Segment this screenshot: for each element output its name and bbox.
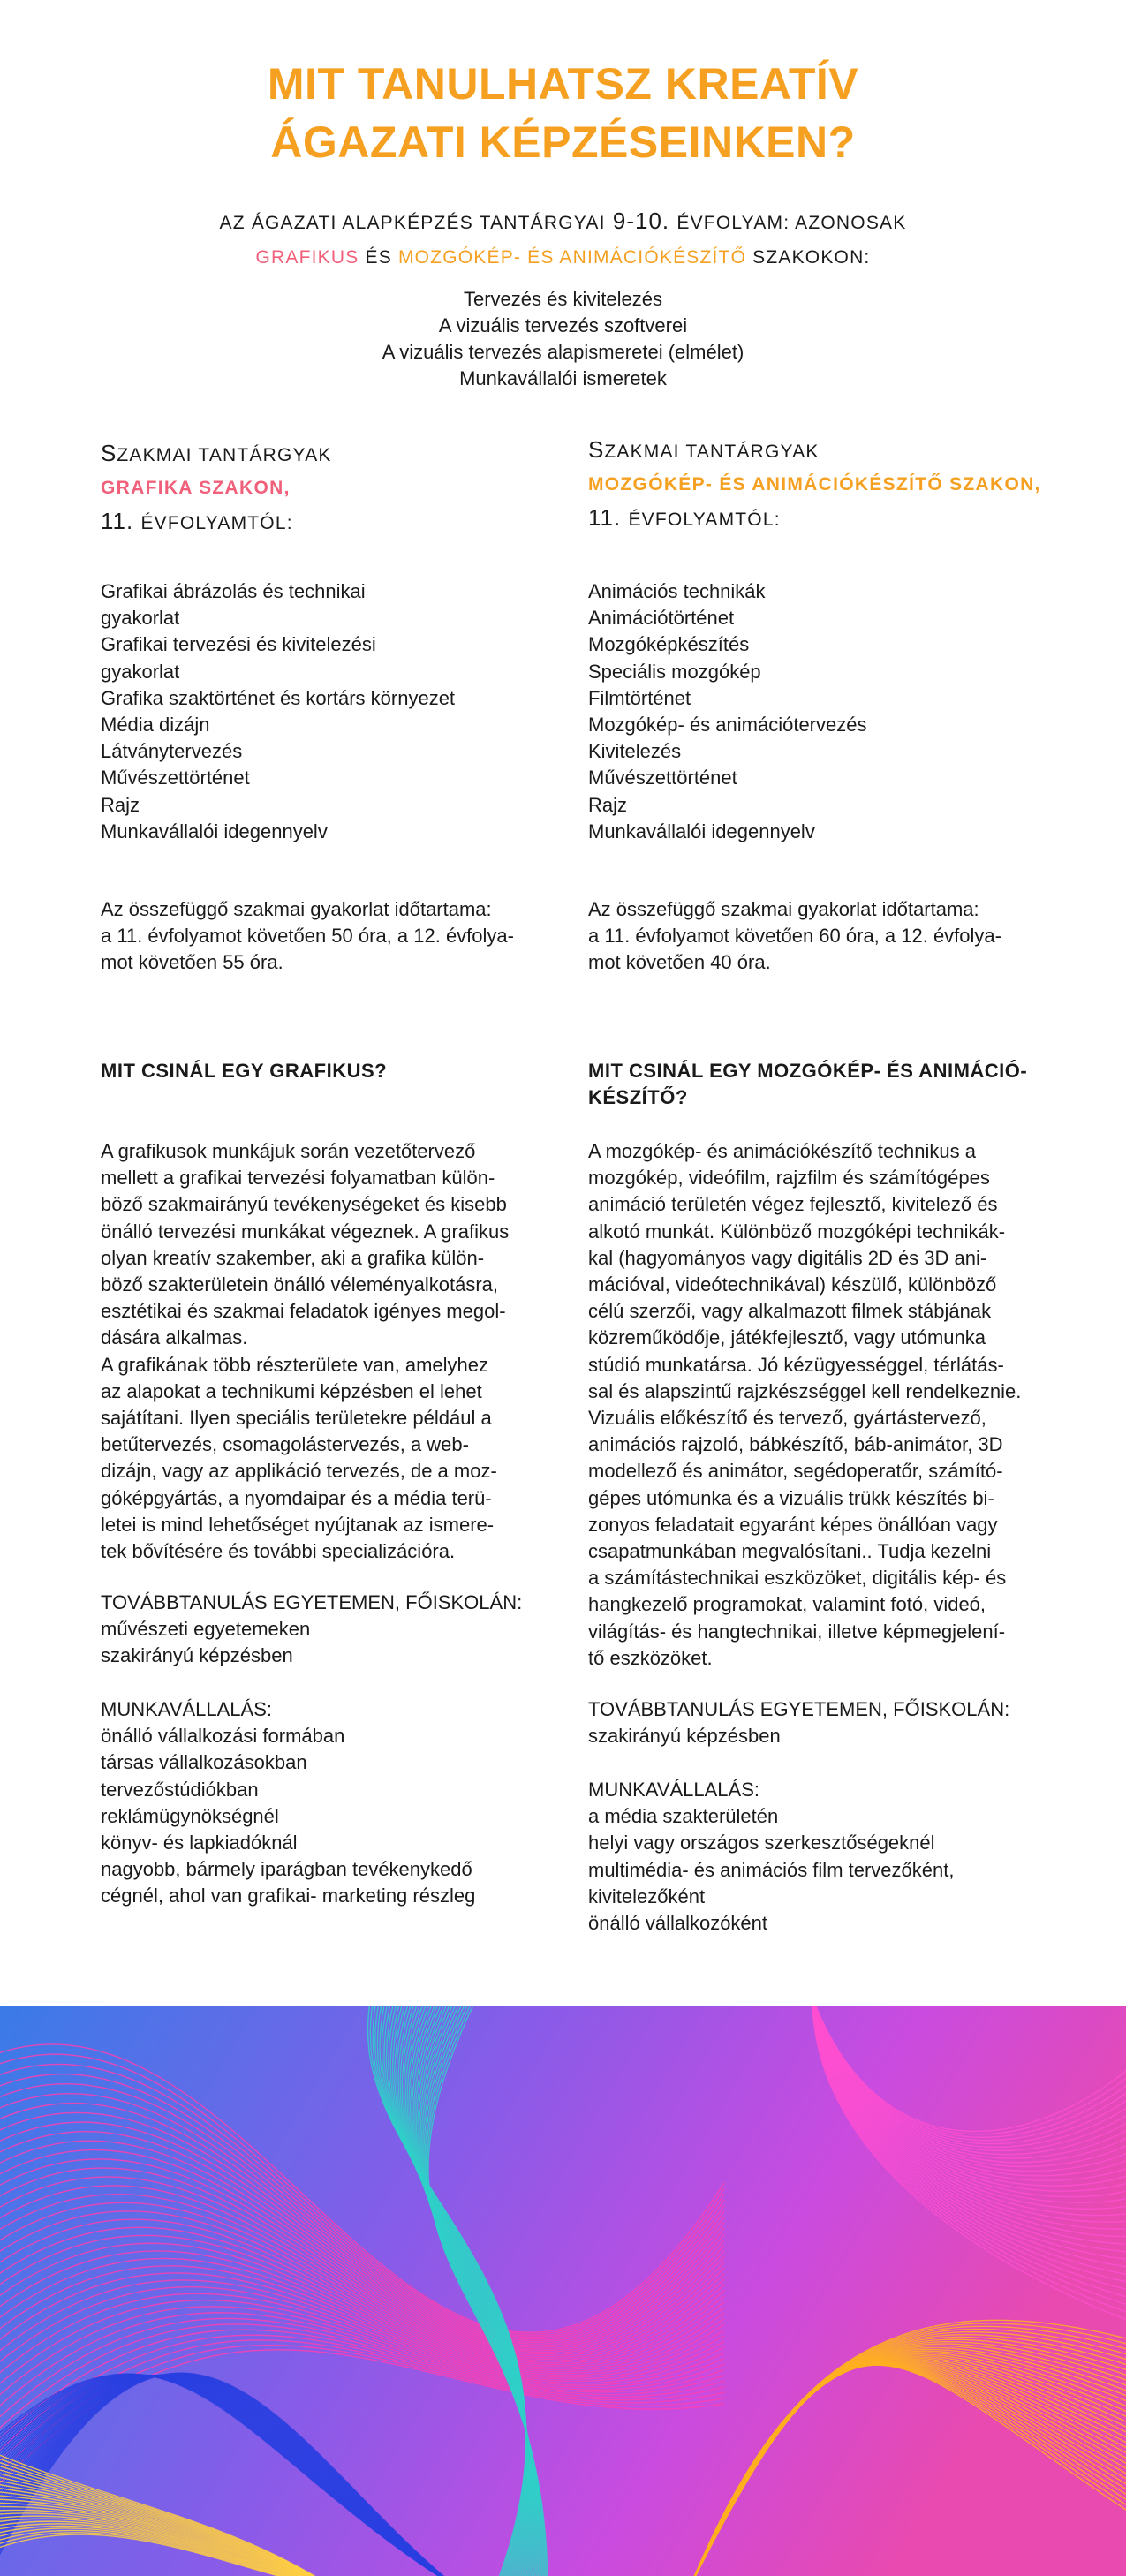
intro-heading xyxy=(0,205,1126,274)
section-question: MIT CSINÁL EGY MOZGÓKÉP- ÉS ANIMÁCIÓ- KÉSZÍTŐ? xyxy=(588,1060,1028,1108)
employment-heading: MUNKAVÁLLALÁS: xyxy=(588,1779,760,1801)
list-item: önálló vállalkozóként xyxy=(588,1912,768,1935)
intro-text: SZAKOKON: xyxy=(746,247,871,268)
employment-heading: MUNKAVÁLLALÁS: xyxy=(101,1698,273,1720)
list-item: Munkavállalói idegennyelv xyxy=(101,820,328,842)
list-item: A vizuális tervezés alapismeretei (elmélet) xyxy=(382,341,744,363)
specialty-label: MOZGÓKÉP- ÉS ANIMÁCIÓKÉSZÍTŐ SZAKON, xyxy=(588,474,1041,495)
further-studies xyxy=(101,1590,522,1670)
art-background xyxy=(0,2006,1126,2576)
intro-text: ÉS xyxy=(359,247,398,268)
list-item: Rajz xyxy=(588,793,628,816)
list-item: Rajz xyxy=(101,793,140,816)
wave-lines-graphic xyxy=(0,2006,1126,2576)
list-item: Mozgókép- és animációtervezés xyxy=(588,714,867,737)
list-item: Filmtörténet xyxy=(588,686,691,709)
list-item: társas vállalkozásokban xyxy=(101,1751,307,1774)
employment xyxy=(588,1777,954,1937)
list-item: Grafika szaktörténet és kortárs környezet xyxy=(101,686,456,709)
list-item: szakirányú képzésben xyxy=(101,1644,293,1667)
list-item: Grafikai ábrázolás és technikai xyxy=(101,580,366,602)
list-item: cégnél, ahol van grafikai- marketing részleg xyxy=(101,1885,476,1907)
practice-duration: Az összefüggő szakmai gyakorlat időtartama: a 11. évfolyamot követően 50 óra, a 12. évfolya- mot követően 55 óra. xyxy=(101,898,514,974)
list-item: Munkavállalói ismeretek xyxy=(459,367,667,389)
description-text: A grafikusok munkájuk során vezetőtervező mellett a grafikai tervezési folyamatban külön- böző szakmairányú tevékenységeket és kisebb önálló tervezési munkákat végeznek. A grafikus olyan kreatív szakember, aki a grafika külön- böző szakterületein önálló véleményalkotásra, esztétikai és szakmai feladatok igényes megol- dására alkalmas. A grafikának több részterülete van, amelyhez az alapokat a technikumi képzésben el lehet sajátítani. Ilyen speciális területekre például a betűtervezés, csomagolástervezés, a web- dizájn, vagy az applikáció tervezés, de a moz- góképgyártás, a nyomdaipar és a média terü- letei is mind lehetőséget nyújtanak az ismere- tek bővítésére és további specializációra. xyxy=(101,1140,510,1563)
specialty-mozgokep: MOZGÓKÉP- ÉS ANIMÁCIÓKÉSZÍTŐ xyxy=(397,247,747,268)
list-item: Média dizájn xyxy=(101,714,210,737)
list-item: kivitelezőként xyxy=(588,1885,706,1907)
specialty-label: GRAFIKA SZAKON, xyxy=(101,478,291,498)
further-studies-heading: TOVÁBBTANULÁS EGYETEMEN, FŐISKOLÁN: xyxy=(588,1698,1010,1720)
further-studies xyxy=(588,1696,1009,1749)
list-item: tervezőstúdiókban xyxy=(101,1778,259,1801)
page-title xyxy=(0,55,1126,171)
practice-duration: Az összefüggő szakmai gyakorlat időtartama: a 11. évfolyamot követően 60 óra, a 12. évfolya- mot követően 40 óra. xyxy=(588,898,1001,974)
list-item: nagyobb, bármely iparágban tevékenykedő xyxy=(101,1858,472,1881)
list-item: Tervezés és kivitelezés xyxy=(464,288,662,310)
page-title-line: MIT TANULHATSZ KREATÍV xyxy=(267,59,859,109)
list-item: gyakorlat xyxy=(101,607,180,630)
common-subjects-list xyxy=(0,286,1126,392)
list-item: Animációs technikák xyxy=(588,580,766,602)
list-item: művészeti egyetemeken xyxy=(101,1618,311,1641)
intro-text: AZ ÁGAZATI ALAPKÉPZÉS TANTÁRGYAI xyxy=(219,213,606,233)
further-studies-heading: TOVÁBBTANULÁS EGYETEMEN, FŐISKOLÁN: xyxy=(101,1591,523,1613)
list-item: Mozgóképkészítés xyxy=(588,633,750,656)
employment xyxy=(101,1696,475,1910)
list-item: Kivitelezés xyxy=(588,740,682,763)
subjects-heading: SZAKMAI TANTÁRGYAK GRAFIKA SZAKON, 11. ÉVFOLYAMTÓL: xyxy=(101,440,332,534)
list-item: önálló vállalkozási formában xyxy=(101,1725,345,1748)
decorative-wave-art xyxy=(0,2006,1126,2576)
list-item: A vizuális tervezés szoftverei xyxy=(438,314,688,336)
list-item: Grafikai tervezési és kivitelezési xyxy=(101,633,376,656)
list-item: gyakorlat xyxy=(101,660,180,683)
list-item: Speciális mozgókép xyxy=(588,660,761,683)
list-item: reklámügynökségnél xyxy=(101,1804,279,1827)
list-item: könyv- és lapkiadóknál xyxy=(101,1832,298,1855)
list-item: Látványtervezés xyxy=(101,740,243,763)
section-question: MIT CSINÁL EGY GRAFIKUS? xyxy=(101,1060,388,1082)
subjects-heading: SZAKMAI TANTÁRGYAK MOZGÓKÉP- ÉS ANIMÁCIÓKÉSZÍTŐ SZAKON, 11. ÉVFOLYAMTÓL: xyxy=(588,436,1041,531)
specialty-grafikus: GRAFIKUS xyxy=(255,247,359,268)
list-item: a média szakterületén xyxy=(588,1805,779,1828)
list-item: szakirányú képzésben xyxy=(588,1725,781,1748)
page-title-line: ÁGAZATI KÉPZÉSEINKEN? xyxy=(270,117,856,167)
list-item: multimédia- és animációs film tervezőként, xyxy=(588,1858,955,1881)
list-item: Művészettörténet xyxy=(101,767,250,789)
intro-grade: 9-10. xyxy=(605,208,677,234)
subjects-list xyxy=(588,578,866,845)
list-item: Művészettörténet xyxy=(588,767,737,789)
list-item: helyi vagy országos szerkesztőségeknél xyxy=(588,1832,935,1855)
list-item: Munkavállalói idegennyelv xyxy=(588,820,815,842)
subjects-list xyxy=(101,578,455,845)
description-text: A mozgókép- és animációkészítő technikus a mozgókép, videófilm, rajzfilm és számítógépes animáció területén végez fejlesztő, kivitelező és alkotó munkát. Különböző mozgóképi technikák- kal (hagyományos vagy digitális 2D és 3D ani- mációval, videótechnikával) készülő, különböző célú szerzői, vagy alkalmazott filmek stábjának közreműködője, játékfejlesztő, vagy utómunka stúdió munkatársa. Jó kézügyességgel, térlátás- sal és alapszintű rajzkészséggel kell rendelkeznie. Vizuális előkészítő és tervező, gyártástervező, animációs rajzoló, bábkészítő, báb-animátor, 3D modellező és animátor, segédoperatőr, számító- gépes utómunka és a vizuális trükk készítés bi- zonyos feladatait egyaránt képes önállóan vagy csapatmunkában megvalósítani.. Tudja kezelni a számítástechnikai eszközöket, digitális kép- és hangkezelő programokat, valamint fotó, videó, világítás- és hangtechnikai, illetve képmegjelení- tő eszközöket. xyxy=(588,1140,1022,1669)
list-item: Animációtörténet xyxy=(588,607,735,630)
intro-text: ÉVFOLYAM: AZONOSAK xyxy=(676,213,907,233)
